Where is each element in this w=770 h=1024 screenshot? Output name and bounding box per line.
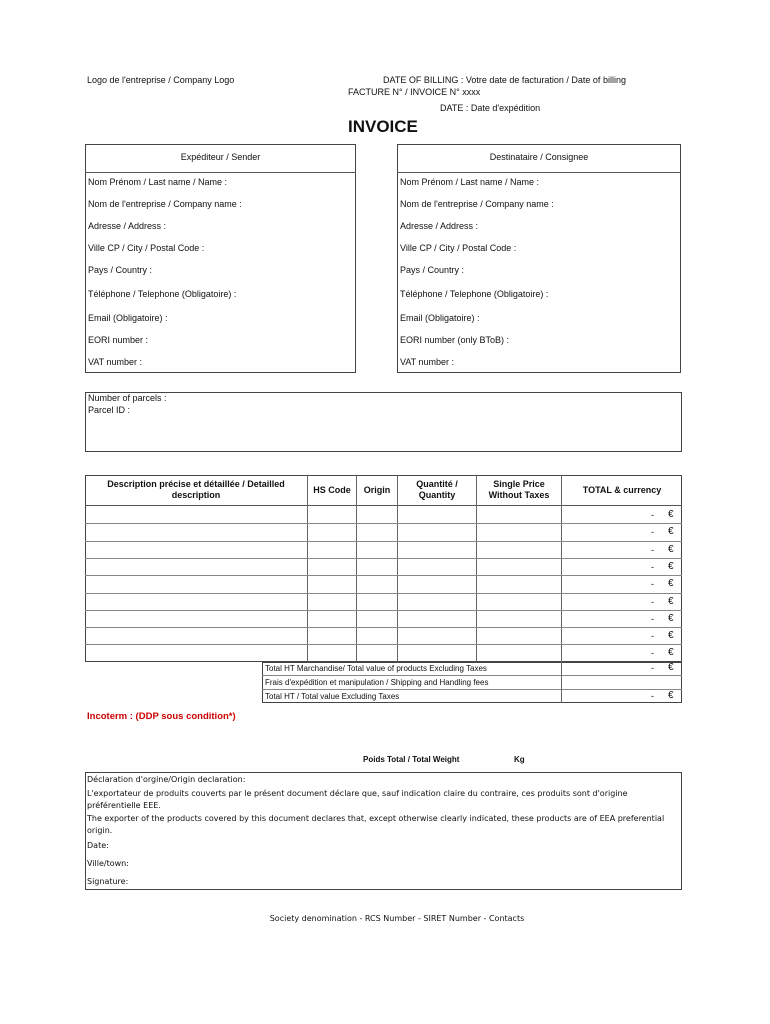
row-total-value: - xyxy=(651,545,654,555)
company-logo-placeholder: Logo de l'entreprise / Company Logo xyxy=(87,75,235,85)
total-merchandise-currency: € xyxy=(668,662,674,673)
col-total: TOTAL & currency xyxy=(582,485,662,495)
consignee-eori-field[interactable]: EORI number (only BToB) : xyxy=(400,335,510,345)
col-hs-code: HS Code xyxy=(313,485,351,495)
row-currency: € xyxy=(668,561,674,572)
items-table xyxy=(85,475,682,662)
consignee-name-field[interactable]: Nom Prénom / Last name / Name : xyxy=(400,177,540,187)
row-total-value: - xyxy=(651,648,654,658)
row-currency: € xyxy=(668,630,674,641)
expedition-date: DATE : Date d'expédition xyxy=(440,103,541,113)
consignee-city-field[interactable]: Ville CP / City / Postal Code : xyxy=(400,243,517,253)
row-currency: € xyxy=(668,613,674,624)
row-currency: € xyxy=(668,647,674,658)
consignee-address-field[interactable]: Adresse / Address : xyxy=(400,221,479,231)
sender-country-field[interactable]: Pays / Country : xyxy=(88,265,153,275)
weight-unit: Kg xyxy=(514,755,525,764)
declaration-signature-field[interactable]: Signature: xyxy=(87,877,129,886)
declaration-fr: L'exportateur de produits couverts par le présent document déclare que, sauf indication claire du contraire, ces produits sont d'origine préférentielle EEE. xyxy=(87,789,628,810)
parcels-box xyxy=(85,392,682,452)
declaration-town-field[interactable]: Ville/town: xyxy=(87,859,129,868)
sender-phone-field[interactable]: Téléphone / Telephone (Obligatoire) : xyxy=(88,289,237,299)
row-currency: € xyxy=(668,509,674,520)
row-currency: € xyxy=(668,544,674,555)
sender-vat-field[interactable]: VAT number : xyxy=(88,357,143,367)
sender-email-field[interactable]: Email (Obligatoire) : xyxy=(88,313,168,323)
total-merchandise-value: - xyxy=(651,663,654,673)
total-weight-label: Poids Total / Total Weight xyxy=(363,755,460,764)
col-description: Description précise et détaillée / Detailled description xyxy=(107,479,285,500)
row-total-value: - xyxy=(651,562,654,572)
declaration-date-field[interactable]: Date: xyxy=(87,841,109,850)
row-total-value: - xyxy=(651,510,654,520)
consignee-email-field[interactable]: Email (Obligatoire) : xyxy=(400,313,480,323)
declaration-en: The exporter of the products covered by this document declares that, except otherwise clearly indicated, these products are of EEA preferential origin. xyxy=(87,814,665,835)
date-of-billing: DATE OF BILLING : Votre date de facturation / Date of billing xyxy=(383,75,626,85)
row-total-value: - xyxy=(651,597,654,607)
declaration-title: Déclaration d'orgine/Origin declaration: xyxy=(87,775,246,784)
row-currency: € xyxy=(668,596,674,607)
incoterm-label: Incoterm : (DDP sous condition*) xyxy=(87,711,236,722)
sender-company-field[interactable]: Nom de l'entreprise / Company name : xyxy=(88,199,242,209)
footer-company-info: Society denomination - RCS Number - SIRET Number - Contacts xyxy=(269,914,525,923)
consignee-vat-field[interactable]: VAT number : xyxy=(400,357,455,367)
col-origin: Origin xyxy=(363,485,391,495)
invoice-number: FACTURE N° / INVOICE N° xxxx xyxy=(348,87,481,97)
shipping-fees-label: Frais d'expédition et manipulation / Shipping and Handling fees xyxy=(265,678,489,687)
parcel-count-field[interactable]: Number of parcels : xyxy=(88,393,167,403)
row-total-value: - xyxy=(651,579,654,589)
consignee-title: Destinataire / Consignee xyxy=(489,152,589,162)
sender-title: Expéditeur / Sender xyxy=(180,152,261,162)
total-ht-value: - xyxy=(651,691,654,701)
total-ht-label: Total HT / Total value Excluding Taxes xyxy=(265,692,400,701)
sender-city-field[interactable]: Ville CP / City / Postal Code : xyxy=(88,243,205,253)
total-ht-currency: € xyxy=(668,690,674,701)
total-merchandise-label: Total HT Marchandise/ Total value of products Excluding Taxes xyxy=(265,664,487,673)
col-single-price: Single Price Without Taxes xyxy=(488,479,550,500)
sender-name-field[interactable]: Nom Prénom / Last name / Name : xyxy=(88,177,228,187)
row-total-value: - xyxy=(651,614,654,624)
sender-address-field[interactable]: Adresse / Address : xyxy=(88,221,167,231)
col-quantity: Quantité / Quantity xyxy=(416,479,458,500)
consignee-phone-field[interactable]: Téléphone / Telephone (Obligatoire) : xyxy=(400,289,549,299)
sender-eori-field[interactable]: EORI number : xyxy=(88,335,149,345)
page-title: INVOICE xyxy=(348,117,418,136)
consignee-country-field[interactable]: Pays / Country : xyxy=(400,265,465,275)
row-currency: € xyxy=(668,526,674,537)
row-currency: € xyxy=(668,578,674,589)
consignee-company-field[interactable]: Nom de l'entreprise / Company name : xyxy=(400,199,554,209)
row-total-value: - xyxy=(651,631,654,641)
parcel-id-field[interactable]: Parcel ID : xyxy=(88,405,131,415)
row-total-value: - xyxy=(651,527,654,537)
